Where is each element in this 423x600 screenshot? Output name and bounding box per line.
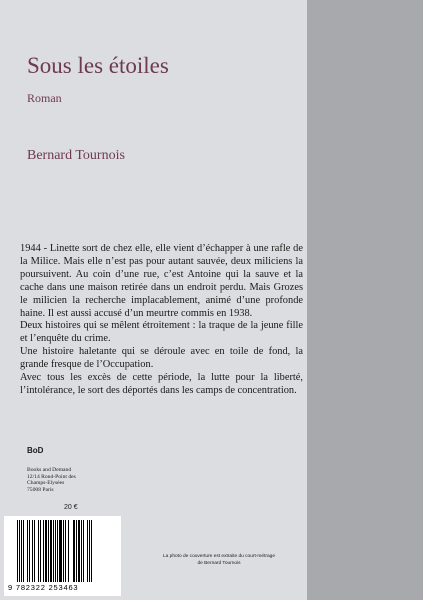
blurb-paragraph: Une histoire haletante qui se déroule avec en toile de fond, la grande fresque de l’Occupation.	[20, 346, 303, 371]
book-title: Sous les étoiles	[27, 53, 169, 78]
book-blurb	[20, 243, 303, 398]
cover-photo-credit	[133, 553, 305, 567]
publisher-address	[27, 467, 107, 493]
publisher-logo: BoD	[27, 446, 44, 455]
book-price: 20 €	[64, 504, 78, 511]
book-genre: Roman	[27, 91, 62, 105]
credit-line: de Bernard Tournois	[197, 561, 241, 566]
isbn-barcode	[4, 516, 121, 596]
book-author: Bernard Tournois	[27, 148, 125, 163]
isbn-number: 9 782322 253463	[8, 583, 79, 592]
publisher-address-line: 75008 Paris	[27, 486, 54, 493]
blurb-paragraph: Avec tous les excès de cette période, la lutte pour la liberté, l’intolérance, le sort des déportés dans les camps de concentration.	[20, 372, 303, 396]
blurb-paragraph: 1944 - Linette sort de chez elle, elle vient d’échapper à une rafle de la Milice. Mais elle n’est pas pour autant sauvée, deux miliciens la poursuivent. Au coin d’une rue, c’est Antoine qui la sauve et la cache dans une maison retirée dans un endroit perdu. Mais Grozes le milicien la recherche implacablement, animé d’une profonde haine. Il est aussi accusé d’un meurtre commis en 1938.	[20, 243, 303, 319]
credit-line: La photo de couverture est extraite du court-métrage	[163, 554, 275, 559]
publisher-address-line: Books and Demand	[27, 467, 72, 473]
publisher-address-line: Champs-Elysées	[27, 480, 65, 487]
cover-spine-band	[307, 0, 423, 600]
publisher-address-line: 12/14 Rond-Point des	[27, 473, 76, 480]
blurb-paragraph: Deux histoires qui se mêlent étroitement : la traque de la jeune fille et l’enquête du crime.	[20, 320, 303, 345]
barcode-icon	[17, 520, 111, 582]
